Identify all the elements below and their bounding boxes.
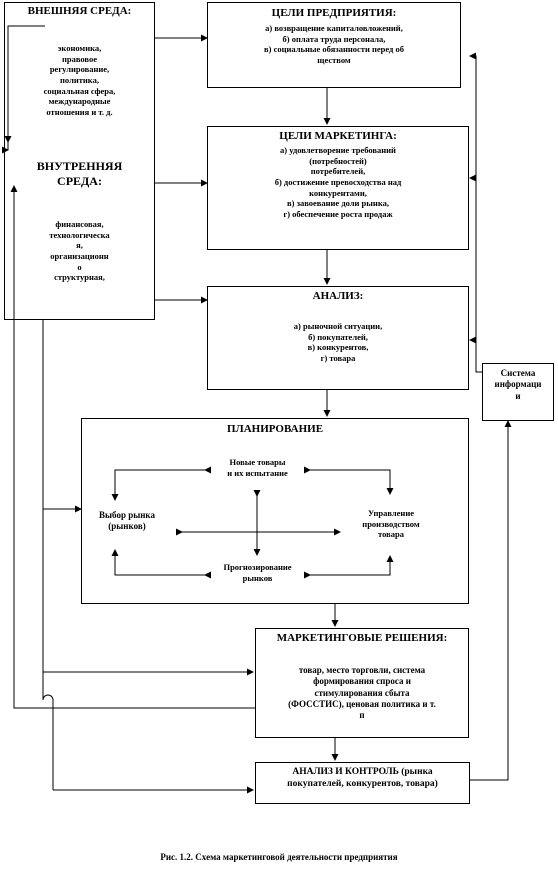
analysis-item: в) конкурентов,: [307, 342, 369, 353]
planning-production-mgmt-line: Управление: [367, 508, 414, 518]
analysis-title: АНАЛИЗ:: [312, 290, 364, 302]
internal-env-title-line: ВНУТРЕННЯЯ: [36, 159, 123, 173]
info-system-line: информаци: [494, 379, 542, 390]
marketing-decision: стимулирования сбыта: [314, 687, 410, 698]
marketing-goal: конкурентами,: [309, 187, 367, 198]
external-env-item: политика,: [60, 74, 99, 85]
internal-env-item: организационн: [50, 250, 109, 261]
marketing-decisions-title: МАРКЕТИНГОВЫЕ РЕШЕНИЯ:: [276, 632, 448, 644]
external-env-item: экономика,: [57, 43, 102, 53]
planning-new-products-line: и их испытание: [227, 467, 288, 478]
analysis-item: г) товара: [320, 352, 356, 363]
analysis-item: б) покупателей,: [308, 331, 368, 342]
internal-env-title-line: СРЕДА:: [57, 174, 102, 188]
planning-title: ПЛАНИРОВАНИЕ: [226, 423, 324, 435]
marketing-goal: б) достижение превосходства над: [274, 176, 402, 187]
marketing-goal: потребителей,: [310, 166, 366, 177]
info-system-line: и: [515, 390, 521, 401]
marketing-decisions-list: [258, 665, 466, 721]
external-env-item: отношения и т. д.: [46, 106, 113, 117]
marketing-goal: а) удовлетворение требований: [280, 145, 396, 155]
external-env-item: регулирование,: [49, 64, 110, 75]
marketing-goal: г) обеспечение роста продаж: [283, 208, 393, 219]
enterprise-goal: а) возвращение капиталовложений,: [265, 23, 403, 33]
marketing-goal: (потребностей): [309, 155, 367, 166]
enterprise-goals-title: ЦЕЛИ ПРЕДПРИЯТИЯ:: [271, 7, 397, 19]
marketing-decision: товар, место торговли, система: [298, 665, 426, 675]
enterprise-goal: ществом: [317, 54, 351, 65]
planning-market-choice: [86, 510, 168, 533]
analysis-box: [207, 286, 469, 390]
external-env-item: социальная сфера,: [43, 85, 116, 96]
figure-caption: Рис. 1.2. Схема маркетинговой деятельности предприятия: [160, 852, 398, 862]
planning-production-mgmt-line: товара: [378, 529, 404, 540]
external-env-item: международные: [48, 96, 111, 107]
internal-env-items: [9, 219, 150, 283]
internal-env-item: структурная,: [54, 272, 105, 283]
planning-new-products-line: Новые товары: [229, 457, 286, 467]
marketing-decision: формирования спроса и: [313, 676, 411, 687]
internal-env-title: [5, 159, 154, 189]
info-system-label: [483, 368, 553, 402]
analysis-list: [212, 321, 464, 364]
planning-forecasting-line: Прогнозирование: [223, 562, 292, 572]
marketing-goal: в) завоевание доли рынка,: [287, 198, 389, 209]
internal-env-item: финансовая,: [55, 219, 104, 229]
info-system-line: Система: [500, 368, 536, 378]
planning-market-choice-line: Выбор рынка: [99, 510, 155, 520]
internal-env-item: я,: [76, 240, 83, 251]
planning-production-mgmt-line: производством: [362, 518, 420, 529]
external-env-items: [9, 43, 150, 117]
internal-env-item: о: [77, 261, 82, 272]
planning-forecasting: [205, 562, 310, 583]
analysis-control-label: [258, 767, 467, 791]
analysis-item: а) рыночной ситуации,: [293, 321, 383, 331]
enterprise-goals-box: [207, 2, 461, 88]
enterprise-goals-list: [212, 23, 456, 66]
marketing-goals-title: ЦЕЛИ МАРКЕТИНГА:: [279, 130, 397, 142]
marketing-decisions-box: [255, 628, 469, 738]
analysis-control-line: покупателей, конкурентов, товара): [287, 778, 438, 789]
planning-forecasting-line: рынков: [242, 572, 273, 583]
marketing-goals-box: [207, 126, 469, 250]
info-system-box: [482, 363, 554, 421]
marketing-goals-list: [212, 145, 464, 219]
enterprise-goal: в) социальные обязанности перед об: [264, 44, 404, 55]
enterprise-goal: б) оплата труда персонала,: [282, 33, 386, 44]
external-env-item: правовое: [61, 53, 97, 64]
planning-new-products: [205, 457, 310, 478]
internal-env-item: технологическа: [49, 229, 110, 240]
analysis-control-box: [255, 762, 470, 804]
marketing-decision: п: [359, 710, 365, 720]
marketing-decision: (ФОССТИС), ценовая политика и т.: [288, 698, 436, 709]
planning-production-mgmt: [346, 508, 436, 540]
environment-box: [4, 2, 155, 320]
analysis-control-line: АНАЛИЗ И КОНТРОЛЬ (рынка: [292, 767, 433, 777]
planning-market-choice-line: (рынков): [108, 521, 146, 532]
external-env-title: ВНЕШНЯЯ СРЕДА:: [27, 5, 132, 17]
